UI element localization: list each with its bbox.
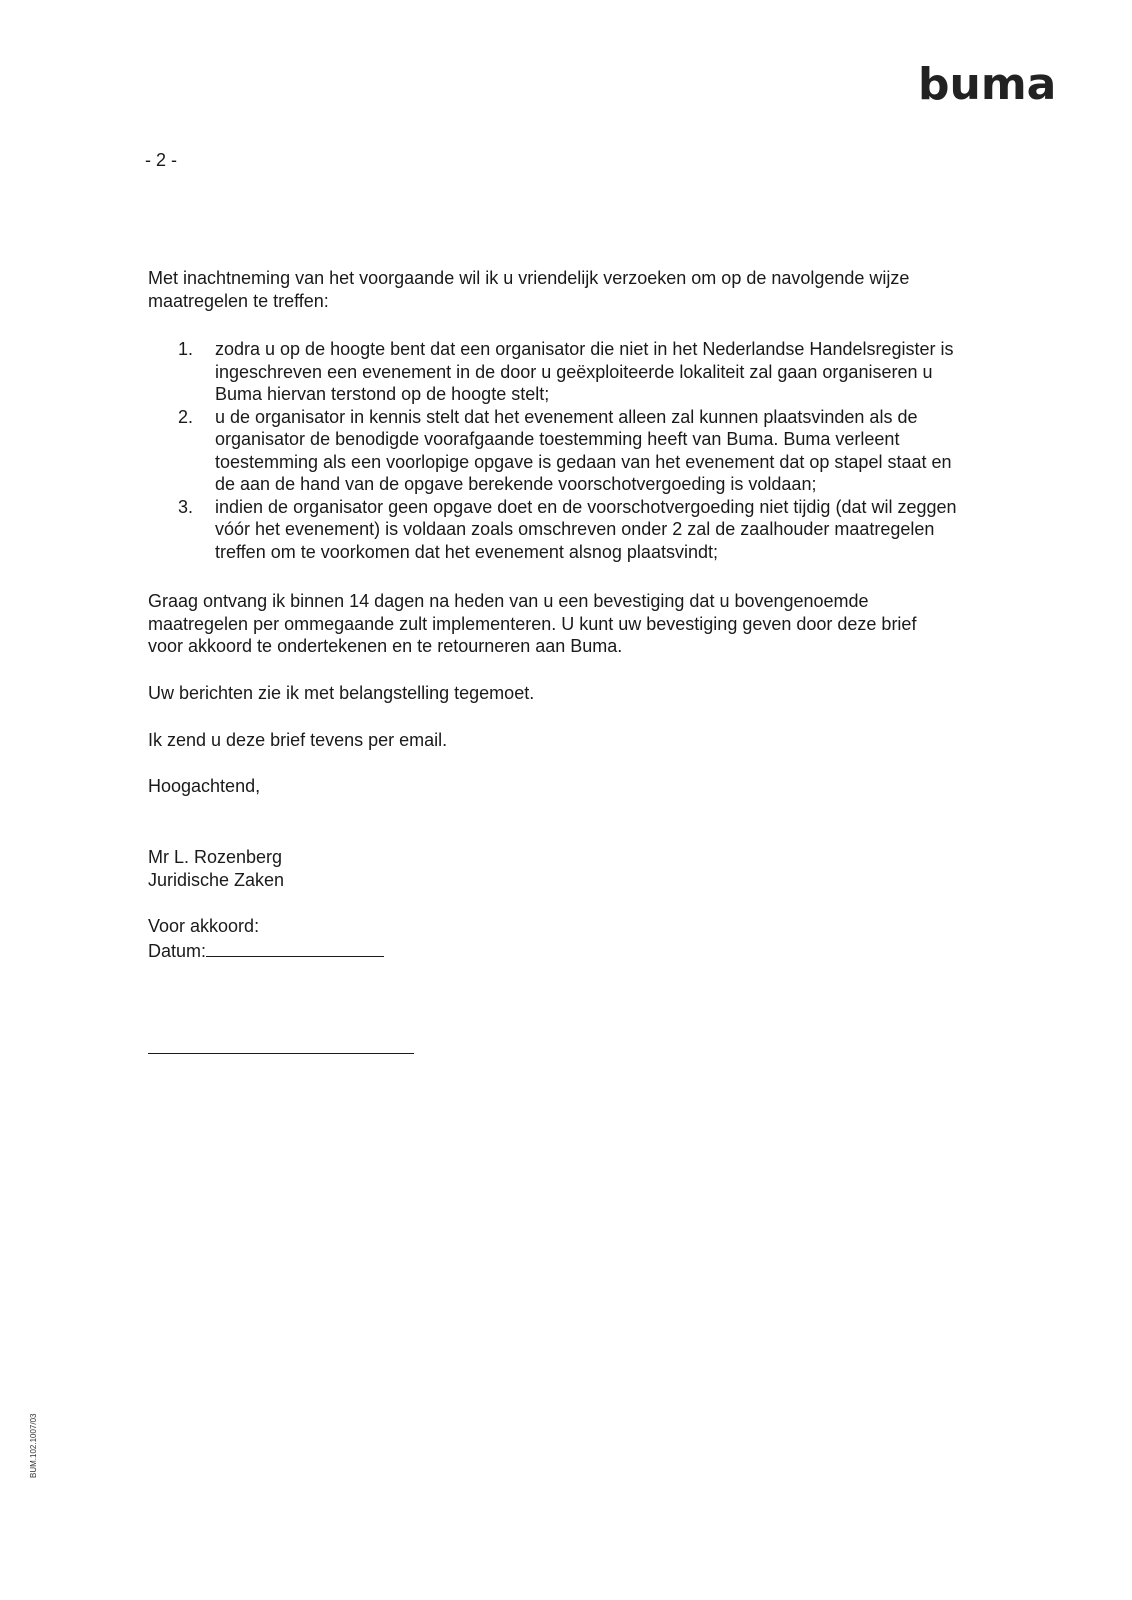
list-number: 3. [178, 496, 194, 517]
signer-name: Mr L. Rozenberg [148, 847, 283, 867]
signer-department: Juridische Zaken [148, 869, 285, 890]
paragraph-line: voor akkoord te ondertekenen en te retourneren aan Buma. [148, 636, 623, 656]
list-line: u de organisator in kennis stelt dat het evenement alleen zal kunnen plaatsvinden als de [215, 406, 918, 427]
form-code: BUM.102.1007/03 [29, 1413, 38, 1478]
list-item [148, 338, 1028, 406]
list-item [148, 406, 1028, 496]
list-line: toestemming als een voorlopige opgave is gedaan van het evenement dat op stapel staat en [215, 451, 952, 472]
response-paragraph: Uw berichten zie ik met belangstelling tegemoet. [148, 683, 535, 703]
signer-block [148, 846, 1028, 891]
list-line: Buma hiervan terstond op de hoogte stelt; [215, 384, 550, 404]
email-paragraph: Ik zend u deze brief tevens per email. [148, 730, 448, 750]
list-line: indien de organisator geen opgave doet en de voorschotvergoeding niet tijdig (dat wil zeggen [215, 496, 957, 517]
list-number: 2. [178, 406, 194, 427]
intro-paragraph [148, 267, 1028, 312]
list-line: organisator de benodigde voorafgaande toestemming heeft van Buma. Buma verleent [215, 429, 900, 449]
closing-salutation: Hoogachtend, [148, 776, 261, 796]
list-item [148, 496, 1028, 564]
confirmation-paragraph [148, 590, 1028, 658]
approval-block [148, 915, 1028, 962]
list-line: zodra u op de hoogte bent dat een organisator die niet in het Nederlandse Handelsregister is [215, 339, 954, 359]
measures-list [148, 338, 1028, 563]
date-label: Datum: [148, 940, 207, 961]
approval-label: Voor akkoord: [148, 916, 260, 936]
date-fill-line [206, 938, 384, 957]
paragraph-line: maatregelen per ommegaande zult implementeren. U kunt uw bevestiging geven door deze brief [148, 613, 917, 634]
intro-line: Met inachtneming van het voorgaande wil ik u vriendelijk verzoeken om op de navolgende wijze [148, 268, 910, 288]
page-number: - 2 - [145, 150, 178, 170]
signature-line [148, 1053, 414, 1054]
list-line: de aan de hand van de opgave berekende voorschotvergoeding is voldaan; [215, 474, 817, 494]
intro-line: maatregelen te treffen: [148, 290, 329, 311]
paragraph-line: Graag ontvang ik binnen 14 dagen na heden van u een bevestiging dat u bovengenoemde [148, 591, 869, 611]
list-number: 1. [178, 339, 194, 359]
list-line: vóór het evenement) is voldaan zoals omschreven onder 2 zal de zaalhouder maatregelen [215, 519, 935, 539]
list-line: treffen om te voorkomen dat het evenement alsnog plaatsvindt; [215, 541, 718, 562]
buma-logo: buma [918, 59, 1057, 110]
list-line: ingeschreven een evenement in de door u geëxploiteerde lokaliteit zal gaan organiseren u [215, 361, 933, 382]
